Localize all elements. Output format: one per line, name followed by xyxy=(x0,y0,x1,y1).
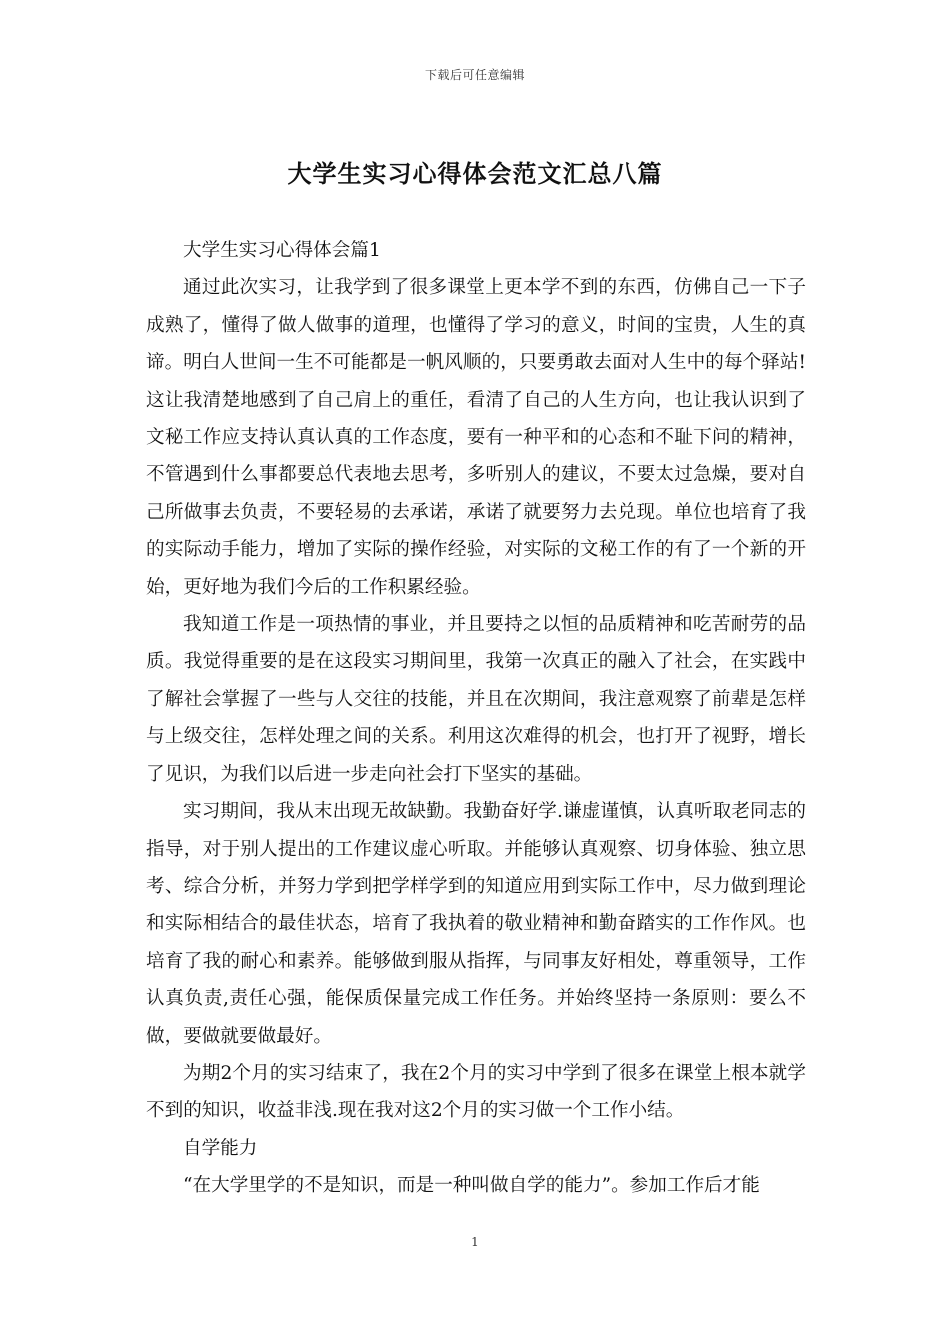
paragraph: 实习期间，我从末出现无故缺勤。我勤奋好学.谦虚谨慎，认真听取老同志的指导，对于别人提出的工作建议虚心听取。并能够认真观察、切身体验、独立思考、综合分析，并努力学到把学样学到的知道应用到实际工作中，尽力做到理论和实际相结合的最佳状态，培育了我执着的敬业精神和勤奋踏实的工作作风。也培育了我的耐心和素养。能够做到服从指挥，与同事友好相处，尊重领导，工作认真负责,责任心强，能保质保量完成工作任务。并始终坚持一条原则：要么不做，要做就要做最好。 xyxy=(146,801,806,1047)
paragraph: 我知道工作是一项热情的事业，并且要持之以恒的品质精神和吃苦耐劳的品质。我觉得重要的是在这段实习期间里，我第一次真正的融入了社会，在实践中了解社会掌握了一些与人交往的技能，并且在次期间，我注意观察了前辈是怎样与上级交往，怎样处理之间的关系。利用这次难得的机会，也打开了视野，增长了见识，为我们以后进一步走向社会打下坚实的基础。 xyxy=(146,614,806,785)
paragraph: 通过此次实习，让我学到了很多课堂上更本学不到的东西，仿佛自己一下子成熟了，懂得了做人做事的道理，也懂得了学习的意义，时间的宝贵，人生的真谛。明白人世间一生不可能都是一帆风顺的，只要勇敢去面对人生中的每个驿站!这让我清楚地感到了自己肩上的重任，看清了自己的人生方向，也让我认识到了文秘工作应支持认真认真的工作态度，要有一种平和的心态和不耻下问的精神，不管遇到什么事都要总代表地去思考，多听别人的建议，不要太过急燥，要对自己所做事去负责，不要轻易的去承诺，承诺了就要努力去兑现。单位也培育了我的实际动手能力，增加了实际的操作经验，对实际的文秘工作的有了一个新的开始，更好地为我们今后的工作积累经验。 xyxy=(146,277,806,598)
paragraph: 为期2个月的实习结束了，我在2个月的实习中学到了很多在课堂上根本就学不到的知识，收益非浅.现在我对这2个月的实习做一个工作小结。 xyxy=(146,1062,806,1122)
paragraph: “在大学里学的不是知识，而是一种叫做自学的能力”。参加工作后才能 xyxy=(183,1175,760,1197)
document-body xyxy=(146,232,806,1205)
document-title: 大学生实习心得体会范文汇总八篇 xyxy=(287,159,663,188)
page-number: 1 xyxy=(471,1235,479,1249)
section-heading: 大学生实习心得体会篇1 xyxy=(183,240,381,261)
page-header: 下载后可任意编辑 xyxy=(424,68,525,82)
subsection-heading: 自学能力 xyxy=(183,1137,258,1159)
